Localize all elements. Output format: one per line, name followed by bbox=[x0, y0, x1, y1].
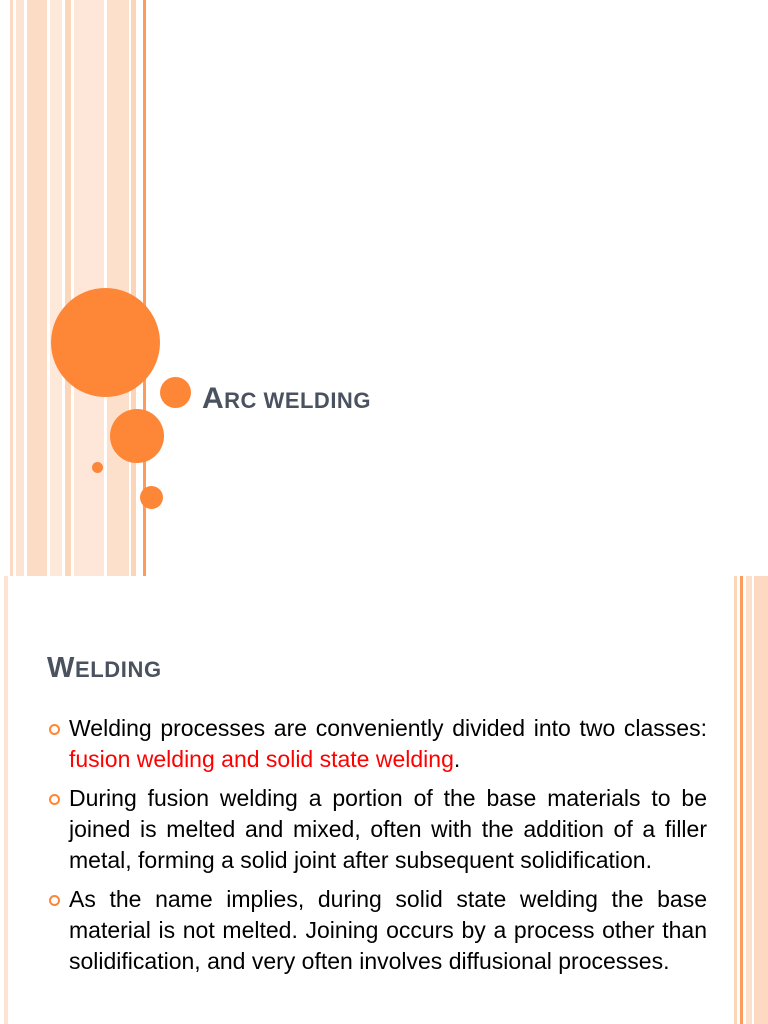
bullet-ring-icon bbox=[49, 794, 60, 805]
bullet-text: During fusion welding a portion of the base materials to be joined is melted and mixed, often with the addition of a filler metal, forming a solid joint after subsequent solidification. bbox=[69, 785, 707, 873]
medium-circle-icon bbox=[110, 409, 164, 463]
bullet-text: As the name implies, during solid state welding the base material is not melted. Joining occurs by a process other than solidification, and very often involves diffusional processes. bbox=[69, 886, 707, 974]
title-rest: ELDING bbox=[74, 657, 162, 682]
decorative-stripe bbox=[754, 576, 768, 1024]
bullet-item bbox=[47, 713, 707, 775]
bullet-ring-icon bbox=[49, 895, 60, 906]
title-initial: W bbox=[47, 652, 75, 684]
title-rest: RC WELDING bbox=[224, 388, 371, 413]
bullet-item bbox=[47, 783, 707, 876]
bullet-ring-icon bbox=[49, 724, 60, 735]
bullet-text: Welding processes are conveniently divided into two classes: bbox=[69, 715, 707, 741]
bullet-list bbox=[47, 713, 707, 985]
decorative-stripe bbox=[734, 576, 737, 1024]
small-circle-icon bbox=[160, 377, 191, 408]
large-circle-icon bbox=[51, 288, 160, 397]
title-initial: A bbox=[202, 382, 225, 415]
decorative-stripe bbox=[16, 0, 24, 576]
decorative-stripe bbox=[10, 0, 13, 576]
highlighted-text: fusion welding and solid state welding bbox=[69, 746, 454, 772]
decorative-stripe bbox=[27, 0, 47, 576]
tiny-circle-icon bbox=[92, 462, 103, 473]
bullet-item bbox=[47, 884, 707, 977]
decorative-stripe bbox=[746, 576, 752, 1024]
decorative-stripe bbox=[50, 0, 62, 576]
slide-title bbox=[202, 382, 371, 416]
decorative-stripe bbox=[4, 576, 8, 1024]
bullet-text-end: . bbox=[453, 746, 461, 772]
decorative-stripe bbox=[740, 576, 743, 1024]
decorative-stripe bbox=[65, 0, 71, 576]
decorative-stripe bbox=[131, 0, 136, 576]
section-title bbox=[47, 652, 162, 685]
small-circle-icon bbox=[140, 486, 163, 509]
